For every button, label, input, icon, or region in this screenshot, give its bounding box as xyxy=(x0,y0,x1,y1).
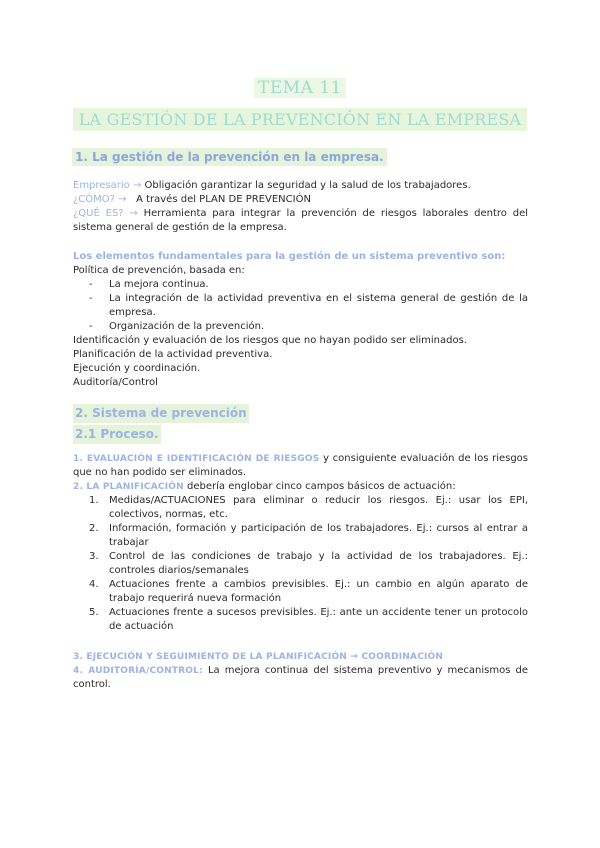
section2-steps-3-4 xyxy=(73,650,528,692)
step2-text: debería englobar cinco campos básicos de actuación: xyxy=(183,481,456,492)
step3-line: 3. EJECUCIÓN Y SEGUIMIENTO DE LA PLANIFICACIÓN → COORDINACIÓN xyxy=(73,652,444,662)
planificacion-line: Planificación de la actividad preventiva. xyxy=(73,349,273,360)
step4-text: La mejora continua del sistema preventivo y mecanismos de control. xyxy=(73,665,528,690)
list-item: 2. Información, formación y participación de los trabajadores. Ej.: cursos al entrar a trabajar xyxy=(89,523,528,548)
que-label: ¿QUÉ ES? → xyxy=(73,208,138,219)
politica-list xyxy=(73,278,528,334)
empresario-text: Obligación garantizar la seguridad y la salud de los trabajadores. xyxy=(144,180,471,191)
como-text: A través del PLAN DE PREVENCIÓN xyxy=(136,194,311,205)
campos-list xyxy=(73,494,528,634)
list-item: 1. Medidas/ACTUACIONES para eliminar o reducir los riesgos. Ej.: usar los EPI, colectivos, normas, etc. xyxy=(89,495,528,520)
list-item: 4. Actuaciones frente a cambios previsibles. Ej.: un cambio en algún aparato de trabajo requerirá nueva formación xyxy=(89,579,528,604)
document-subtitle: LA GESTIÓN DE LA PREVENCIÓN EN LA EMPRESA xyxy=(73,108,528,131)
list-item: - Organización de la prevención. xyxy=(89,321,265,332)
step2-label: 2. LA PLANIFICACIÓN xyxy=(73,482,184,492)
step4-label: 4. AUDITORÍA/CONTROL: xyxy=(73,666,203,676)
auditoria-line: Auditoría/Control xyxy=(73,377,158,388)
empresario-label: Empresario → xyxy=(73,180,142,191)
list-item: 3. Control de las condiciones de trabajo y la actividad de los trabajadores. Ej.: controles diarios/semanales xyxy=(89,551,528,576)
section1-elements xyxy=(73,250,528,390)
step1-line xyxy=(73,452,528,480)
como-label: ¿CÓMO? → xyxy=(73,194,127,205)
section2-process xyxy=(73,452,528,634)
que-text: Herramienta para integrar la prevención de riesgos laborales dentro del sistema general de gestión de la empresa. xyxy=(73,208,528,233)
list-item: 5. Actuaciones frente a sucesos previsibles. Ej.: ante un accidente tener un protocolo de actuación xyxy=(89,607,528,632)
identificacion-line: Identificación y evaluación de los riesgos que no hayan podido ser eliminados. xyxy=(73,335,467,346)
list-item: - La mejora continua. xyxy=(89,279,209,290)
step1-label: 1. EVALUACIÓN E IDENTIFICACIÓN DE RIESGOS xyxy=(73,454,320,464)
section2-headings xyxy=(73,404,528,444)
list-item: - La integración de la actividad preventiva en el sistema general de gestión de la empresa. xyxy=(89,293,528,318)
step1-text: y consiguiente evaluación de los riesgos que no han podido ser eliminados. xyxy=(73,453,529,478)
section2-subheading: 2.1 Proceso. xyxy=(73,425,161,444)
que-line xyxy=(73,207,528,235)
politica-line: Política de prevención, basada en: xyxy=(73,265,245,276)
empresario-line xyxy=(73,179,528,193)
step4-line xyxy=(73,664,528,692)
ejecucion-line: Ejecución y coordinación. xyxy=(73,363,201,374)
title-block xyxy=(0,78,600,131)
tema-title: TEMA 11 xyxy=(254,78,346,98)
section2-heading: 2. Sistema de prevención xyxy=(73,404,249,423)
step2-line xyxy=(73,480,528,494)
section1-intro xyxy=(73,179,528,235)
section1-heading: 1. La gestión de la prevención en la empresa. xyxy=(72,148,387,166)
elements-heading: Los elementos fundamentales para la gestión de un sistema preventivo son: xyxy=(73,251,506,262)
como-line xyxy=(73,193,528,207)
